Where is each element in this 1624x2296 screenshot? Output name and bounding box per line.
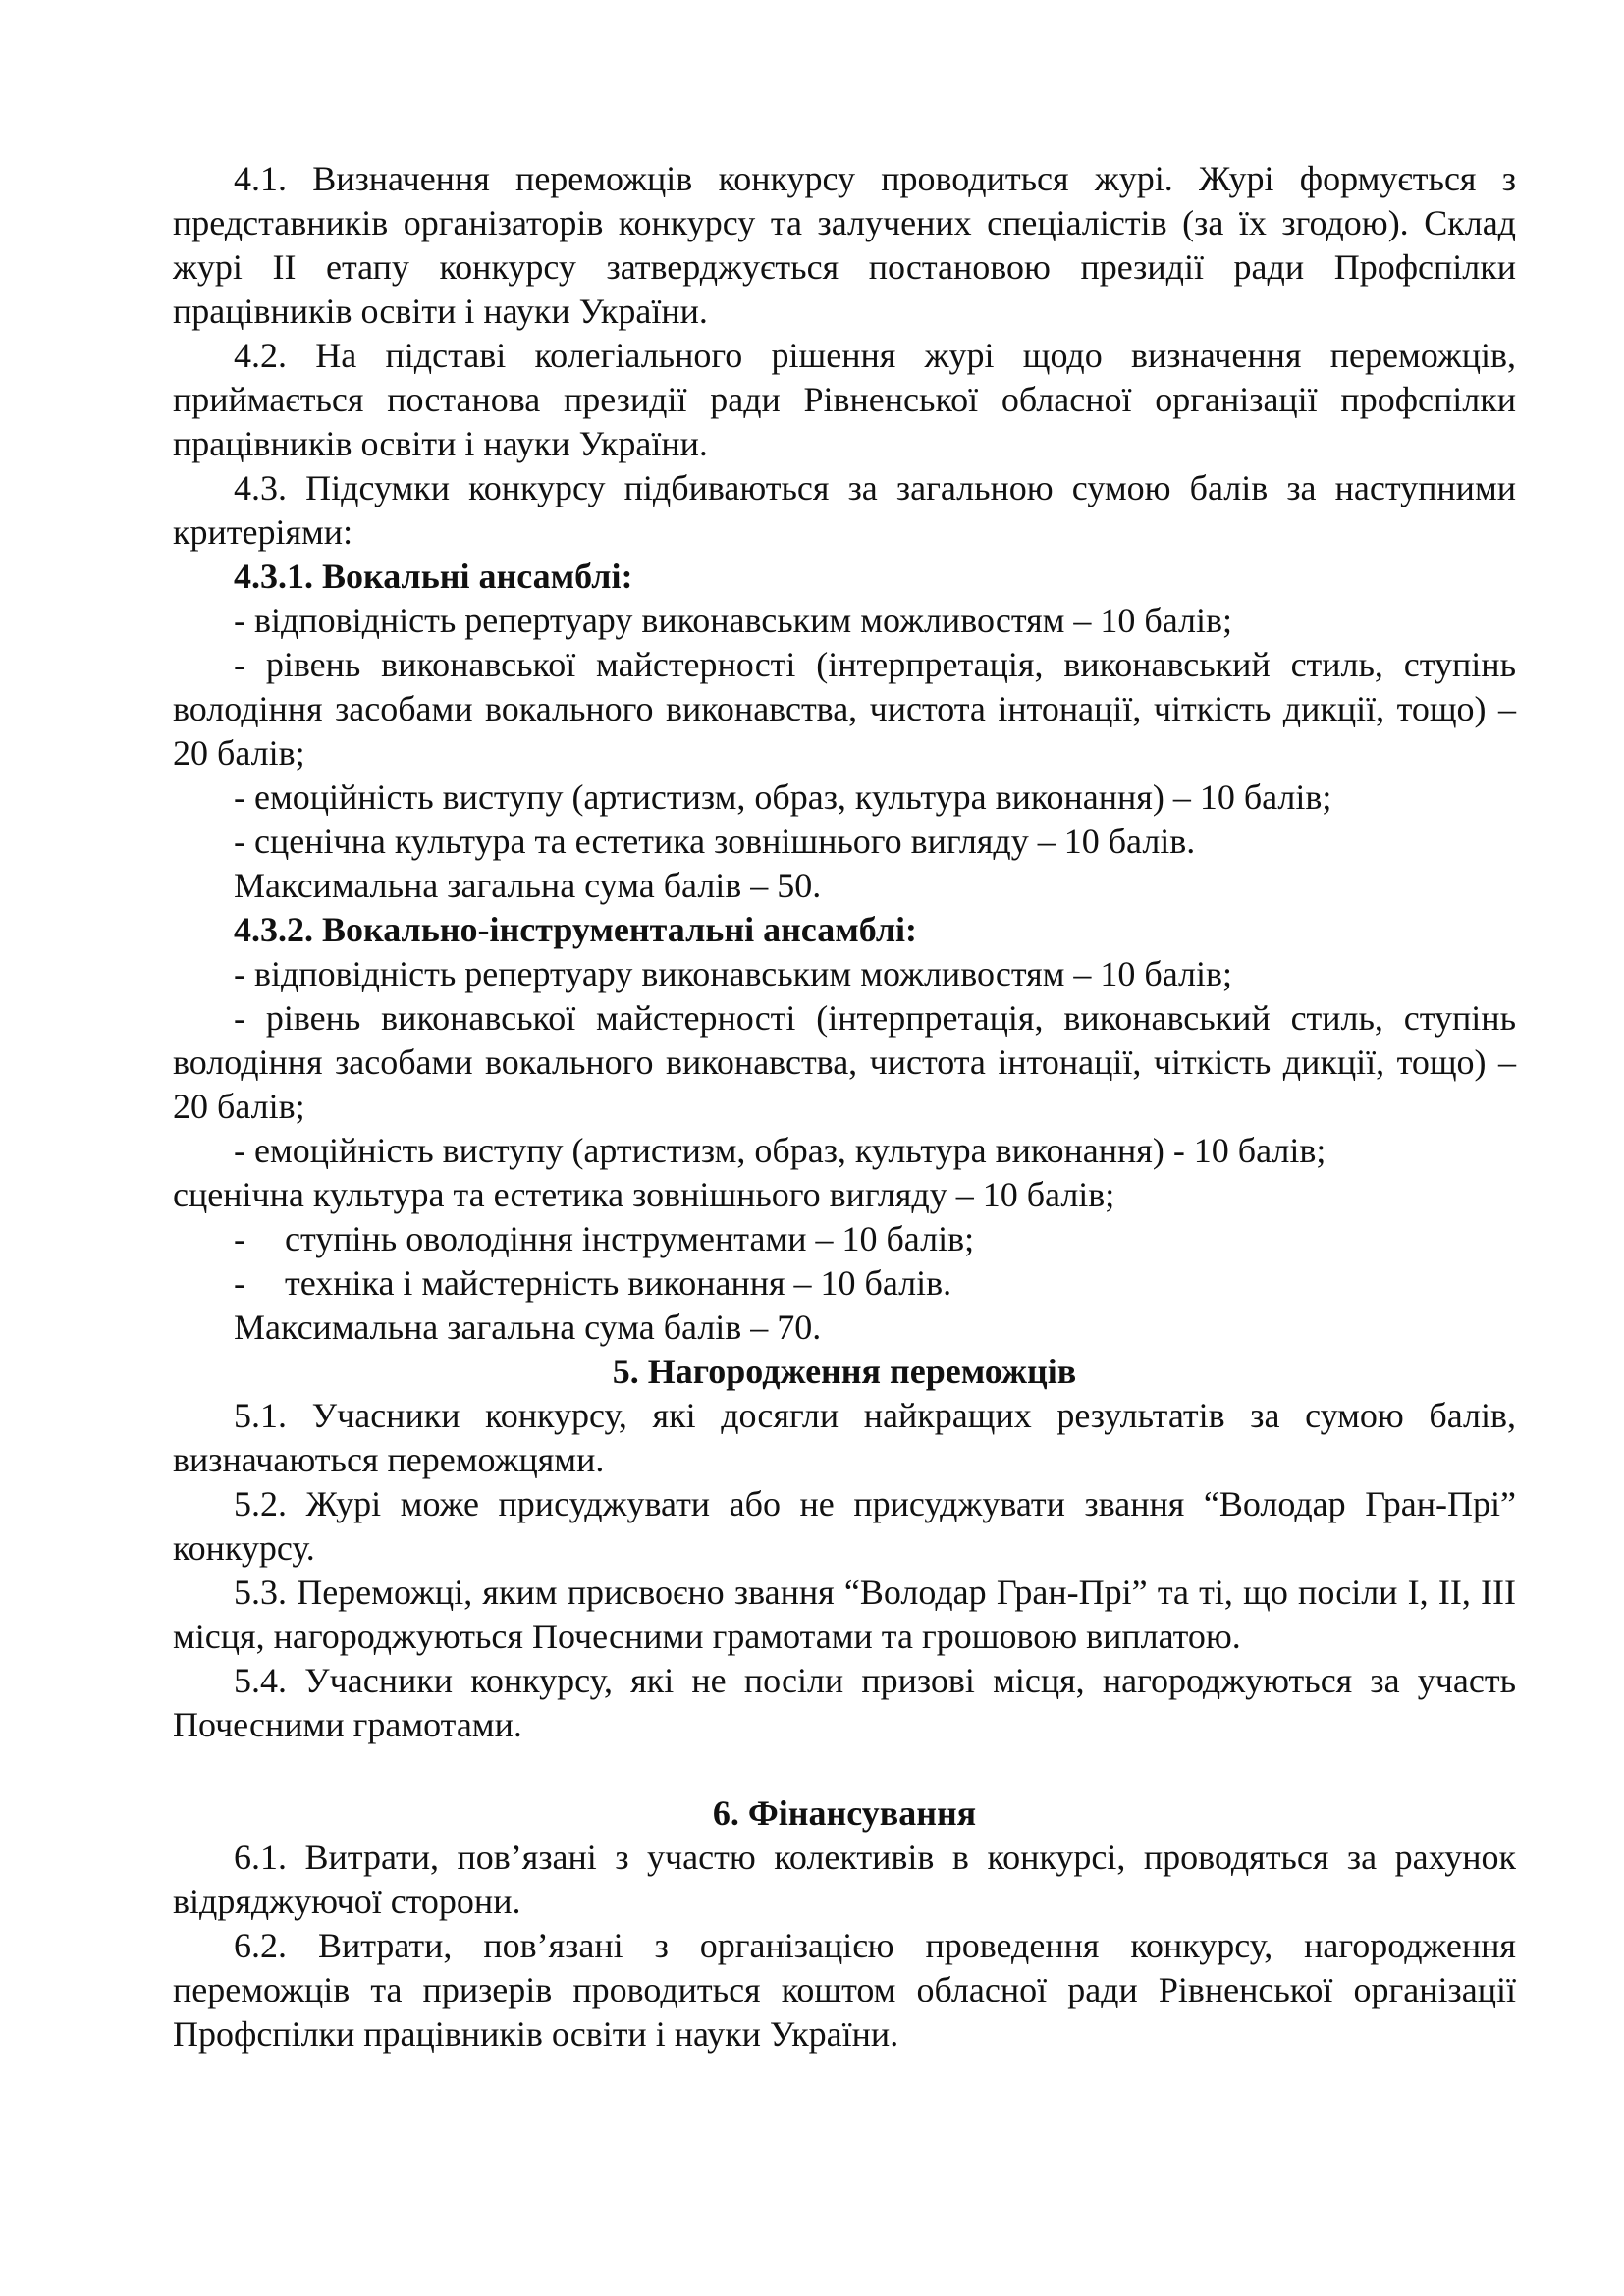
paragraph-4-3: 4.3. Підсумки конкурсу підбиваються за загальною сумою балів за наступними критеріями: xyxy=(173,468,1516,552)
paragraph-4-2: 4.2. На підставі колегіального рішення журі щодо визначення переможців, приймається постанова президії ради Рівненської обласної організації профспілки працівників освіти і науки України. xyxy=(173,336,1516,463)
total-score-line: Максимальна загальна сума балів – 50. xyxy=(234,866,822,905)
criterion-item: - рівень виконавської майстерності (інтерпретація, виконавський стиль, ступінь володіння засобами вокального виконавства, чистота інтонації, чіткість дикції, тощо) – 20 балів; xyxy=(173,998,1516,1126)
criterion-item: - сценічна культура та естетика зовнішнього вигляду – 10 балів. xyxy=(234,822,1196,861)
criterion-item: - рівень виконавської майстерності (інтерпретація, виконавський стиль, ступінь володіння засобами вокального виконавства, чистота інтонації, чіткість дикції, тощо) – 20 балів; xyxy=(173,645,1516,773)
dash-marker: - xyxy=(234,1219,245,1258)
paragraph-5-4: 5.4. Учасники конкурсу, які не посіли призові місця, нагороджуються за участь Почесними грамотами. xyxy=(173,1661,1516,1744)
criterion-item: сценічна культура та естетика зовнішнього вигляду – 10 балів; xyxy=(173,1175,1115,1214)
paragraph-5-3: 5.3. Переможці, яким присвоєно звання “Володар Гран-Прі” та ті, що посіли І, ІІ, ІІІ місця, нагороджуються Почесними грамотами та грошовою виплатою. xyxy=(173,1573,1516,1656)
paragraph-5-1: 5.1. Учасники конкурсу, які досягли найкращих результатів за сумою балів, визначаються переможцями. xyxy=(173,1396,1516,1479)
dash-list xyxy=(173,1217,1516,1306)
paragraph-4-1: 4.1. Визначення переможців конкурсу проводиться журі. Журі формується з представників організаторів конкурсу та залучених спеціалістів (за їх згодою). Склад журі ІІ етапу конкурсу затверджується постановою президії ради Профспілки працівників освіти і науки України. xyxy=(173,159,1516,331)
paragraph-6-2: 6.2. Витрати, пов’язані з організацією проведення конкурсу, нагородження переможців та призерів проводиться коштом обласної ради Рівненської організації Профспілки працівників освіти і науки України. xyxy=(173,1926,1516,2054)
subheading-4-3-1: 4.3.1. Вокальні ансамблі: xyxy=(234,557,633,596)
list-item-text: ступінь оволодіння інструментами – 10 балів; xyxy=(285,1219,975,1258)
document-body xyxy=(173,157,1516,2056)
criterion-item: - відповідність репертуару виконавським можливостям – 10 балів; xyxy=(234,601,1232,640)
list-item xyxy=(234,1217,1516,1261)
total-score-line: Максимальна загальна сума балів – 70. xyxy=(234,1308,822,1347)
paragraph-6-1: 6.1. Витрати, пов’язані з участю колективів в конкурсі, проводяться за рахунок відряджуючої сторони. xyxy=(173,1838,1516,1921)
dash-marker: - xyxy=(234,1263,245,1303)
section-heading-5: 5. Нагородження переможців xyxy=(612,1352,1077,1391)
list-item xyxy=(234,1261,1516,1306)
list-item-text: техніка і майстерність виконання – 10 балів. xyxy=(285,1263,952,1303)
spacer xyxy=(173,1747,1516,1791)
criterion-item: - відповідність репертуару виконавським можливостям – 10 балів; xyxy=(234,954,1232,993)
criterion-item: - емоційність виступу (артистизм, образ, культура виконання) - 10 балів; xyxy=(234,1131,1326,1170)
section-heading-6: 6. Фінансування xyxy=(712,1793,977,1833)
subheading-4-3-2: 4.3.2. Вокально-інструментальні ансамблі: xyxy=(234,910,918,949)
paragraph-5-2: 5.2. Журі може присуджувати або не присуджувати звання “Володар Гран-Прі” конкурсу. xyxy=(173,1484,1516,1568)
criterion-item: - емоційність виступу (артистизм, образ, культура виконання) – 10 балів; xyxy=(234,777,1332,817)
